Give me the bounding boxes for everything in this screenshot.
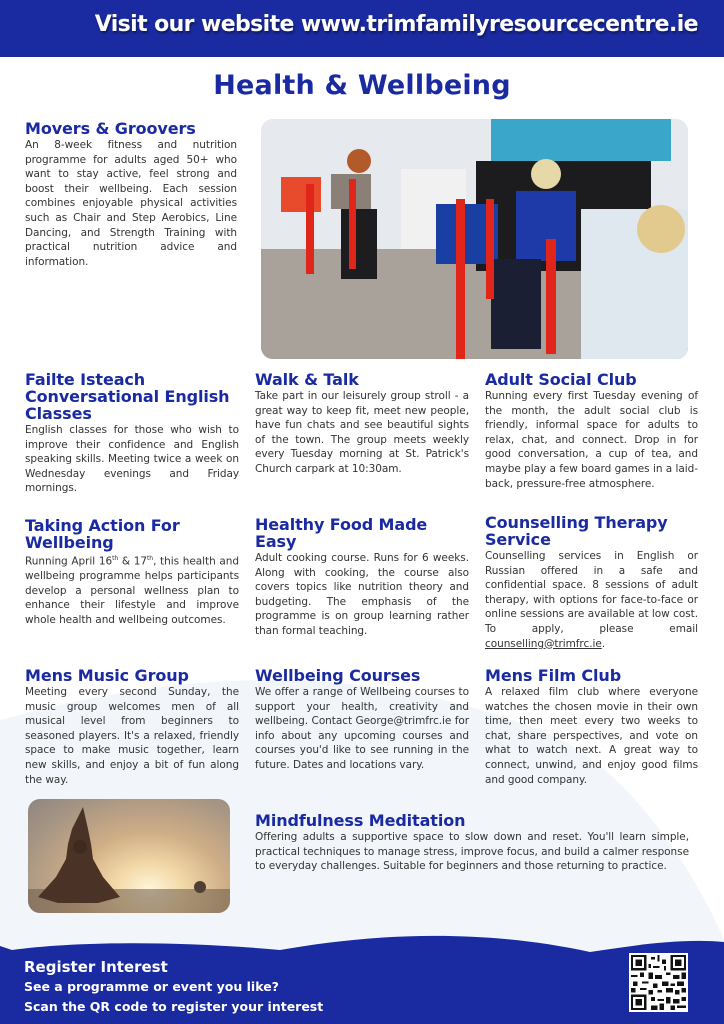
page-title: Health & Wellbeing xyxy=(213,70,511,101)
section-title: Failte Isteach Conversational English Classes xyxy=(25,370,230,423)
counselling-email-link[interactable]: counselling@trimfrc.ie xyxy=(485,637,602,650)
section-taking-action xyxy=(25,517,239,627)
section-title: Counselling Therapy Service xyxy=(485,513,668,549)
section-title: Mindfulness Meditation xyxy=(255,811,466,830)
section-failte-isteach xyxy=(25,371,239,496)
register-interest-title: Register Interest xyxy=(24,958,168,976)
section-title: Mens Music Group xyxy=(25,666,189,685)
qr-code-icon xyxy=(631,955,686,1010)
section-title: Healthy Food Made Easy xyxy=(255,515,428,551)
section-title: Walk & Talk xyxy=(255,370,359,389)
superscript: th xyxy=(112,555,119,562)
meditation-illustration xyxy=(28,799,230,913)
section-body: We offer a range of Wellbeing courses to support your health, creativity and wellbeing. Contact George@trimfrc.ie for info about any upcoming courses and courses you'd like to see running in the future. Dates and locations vary. xyxy=(255,686,469,771)
register-line-2: Scan the QR code to register your interest xyxy=(24,999,324,1014)
section-body: An 8-week fitness and nutrition programme for adults aged 50+ who want to stay active, feel strong and boost their wellbeing. Each session combines enjoyable physical activities such as Chair and Step Aerobics, Line Dancing, and Strength Training with practical nutrition advice and information. xyxy=(25,139,237,268)
body-text: . xyxy=(601,637,606,650)
body-text: & 17 xyxy=(118,555,147,568)
section-body: English classes for those who wish to improve their confidence and English speaking skills. Meeting twice a week on Wednesday evenings and Friday mornings. xyxy=(25,424,239,495)
section-title: Taking Action For Wellbeing xyxy=(25,516,180,552)
section-body: Offering adults a supportive space to slow down and reset. You'll learn simple, practical techniques to manage stress, improve focus, and build a calmer response to everyday challenges. Suitable for beginners and those returning to practice. xyxy=(255,831,689,873)
section-title: Movers & Groovers xyxy=(25,119,196,138)
meditation-photo xyxy=(28,799,230,913)
website-banner-text[interactable]: Visit our website www.trimfamilyresourcecentre.ie xyxy=(94,12,698,37)
superscript: th xyxy=(147,555,154,562)
section-body: A relaxed film club where everyone watches the chosen movie in their own time, then meet every two weeks to chat, share perspectives, and vote on what to watch next. A great way to connect, unwind, and enjoy good films and good company. xyxy=(485,686,698,786)
section-title: Wellbeing Courses xyxy=(255,666,421,685)
section-walk-talk xyxy=(255,371,469,477)
section-body: Take part in our leisurely group stroll - a great way to keep fit, meet new people, have fun chats and see beautiful sights of the town. The group meets weekly every Tuesday morning at St. Patrick's Church carpark at 10:30am. xyxy=(255,390,469,475)
section-movers-groovers xyxy=(25,120,237,269)
qr-code[interactable] xyxy=(629,953,688,1012)
section-mens-music-group xyxy=(25,667,239,787)
section-healthy-food xyxy=(255,516,469,639)
body-text: Counselling services in English or Russian offered in a safe and confidential space. 8 sessions of adult therapy, with options for face-to-face or online sessions are available at low cost. To apply, please email xyxy=(485,550,698,635)
body-text: , this health and wellbeing programme helps participants develop a personal wellness plan to enhance their lifestyle and improve whole health and wellbeing outcomes. xyxy=(25,555,239,626)
section-body: Running every first Tuesday evening of the month, the adult social club is friendly, informal space for adults to relax, chat, and connect. Drop in for good conversation, a cup of tea, and maybe play a few board games in a laid-back, pressure-free atmosphere. xyxy=(485,390,698,490)
section-wellbeing-courses xyxy=(255,667,469,773)
section-adult-social-club xyxy=(485,371,698,491)
section-mindfulness-meditation xyxy=(255,812,689,874)
section-body: Meeting every second Sunday, the music group welcomes men of all musical level from beginners to seasoned players. It's a relaxed, friendly space to make music together, learn new skills, and enjoy a bit of fun along the way. xyxy=(25,686,239,786)
section-title: Adult Social Club xyxy=(485,370,637,389)
section-body xyxy=(485,549,698,651)
website-banner xyxy=(0,0,724,57)
exercise-class-photo xyxy=(261,119,688,359)
section-body xyxy=(25,552,239,627)
exercise-class-illustration xyxy=(261,119,688,359)
body-text: Running April 16 xyxy=(25,555,113,568)
section-mens-film-club xyxy=(485,667,698,787)
register-line-1: See a programme or event you like? xyxy=(24,979,279,994)
section-title: Mens Film Club xyxy=(485,666,622,685)
section-counselling xyxy=(485,514,698,651)
section-body: Adult cooking course. Runs for 6 weeks. Along with cooking, the course also covers topics like nutrition theory and budgeting. The emphasis of the programme is on group learning rather than formal teaching. xyxy=(255,552,469,637)
